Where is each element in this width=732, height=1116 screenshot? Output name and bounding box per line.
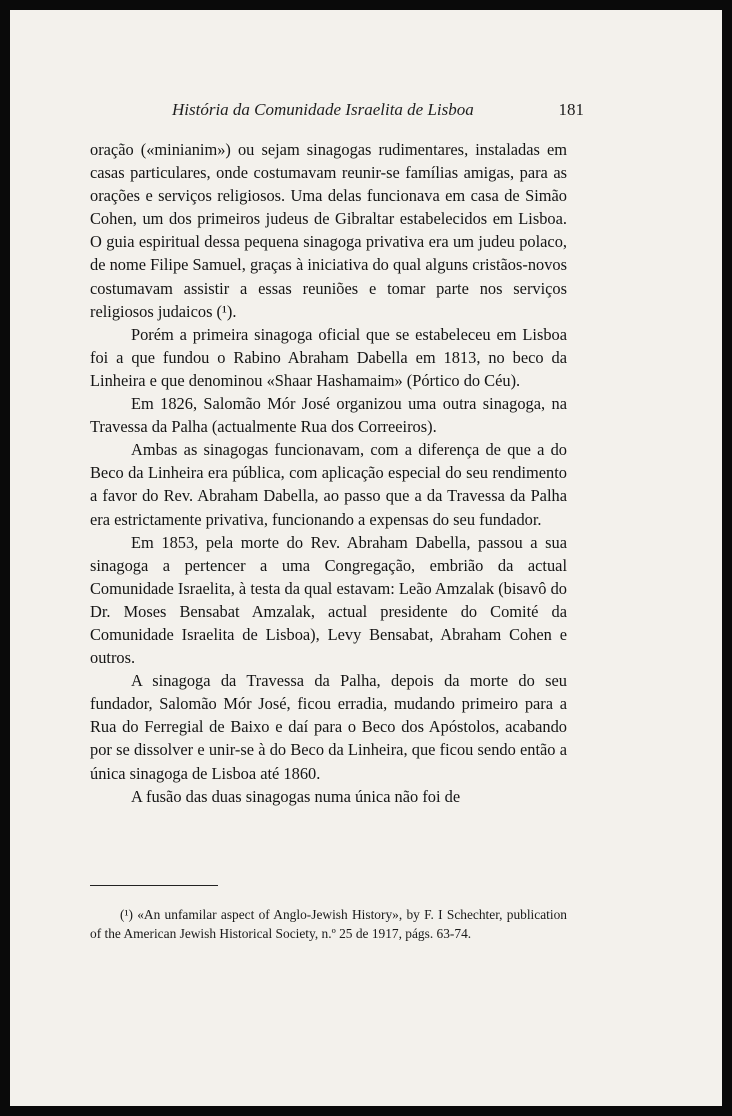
footnote-text: (¹) «An unfamilar aspect of Anglo-Jewish History», by F. I Schechter, publication of the American Jewish Historical Society, n.º 25 de 1917, págs. 63-74. <box>90 907 567 941</box>
paragraph-7: A fusão das duas sinagogas numa única não foi de <box>131 786 461 806</box>
body-text <box>90 138 567 808</box>
paragraph-2: Porém a primeira sinagoga oficial que se estabeleceu em Lisboa foi a que fundou o Rabino Abraham Dabella em 1813, no beco da Linheira e que denominou «Shaar Hashamaim» (Pórtico do Céu). <box>90 324 567 390</box>
paragraph-1: oração («minianim») ou sejam sinagogas rudimentares, instaladas em casas particulares, onde costumavam reunir-se famílias amigas, para as orações e serviços religiosos. Uma delas funcionava em casa de Simão Cohen, um dos primeiros judeus de Gibraltar estabelecidos em Lisboa. O guia espiritual dessa pequena sinagoga privativa era um judeu polaco, de nome Filipe Samuel, graças à iniciativa do qual alguns cristãos-novos costumavam assistir a essas reuniões e tomar parte nos serviços religiosos judaicos (¹). <box>90 140 567 321</box>
running-title: História da Comunidade Israelita de Lisboa <box>172 100 474 119</box>
footnote <box>90 905 567 943</box>
paragraph-6: A sinagoga da Travessa da Palha, depois da morte do seu fundador, Salomão Mór José, ficou erradia, mudando primeiro para a Rua do Ferregial de Baixo e daí para o Beco dos Apóstolos, acabando por se dissolver e unir-se à do Beco da Linheira, que ficou sendo então a única sinagoga de Lisboa até 1860. <box>90 671 567 783</box>
book-page <box>10 10 722 1106</box>
footnote-rule <box>90 885 218 886</box>
page-number: 181 <box>558 100 584 119</box>
paragraph-5: Em 1853, pela morte do Rev. Abraham Dabella, passou a sua sinagoga a pertencer a uma Congregação, embrião da actual Comunidade Israelita, à testa da qual estavam: Leão Amzalak (bisavô do Dr. Moses Bensabat Amzalak, actual presidente do Comité da Comunidade Israelita de Lisboa), Levy Bensabat, Abraham Cohen e outros. <box>90 532 567 668</box>
paragraph-3: Em 1826, Salomão Mór José organizou uma outra sinagoga, na Travessa da Palha (actualmente Rua dos Correeiros). <box>90 394 567 437</box>
paragraph-4: Ambas as sinagogas funcionavam, com a diferença de que a do Beco da Linheira era pública, com aplicação especial do seu rendimento a favor do Rev. Abraham Dabella, ao passo que a da Travessa da Palha era estrictamente privativa, funcionando a expensas do seu fundador. <box>90 440 567 529</box>
